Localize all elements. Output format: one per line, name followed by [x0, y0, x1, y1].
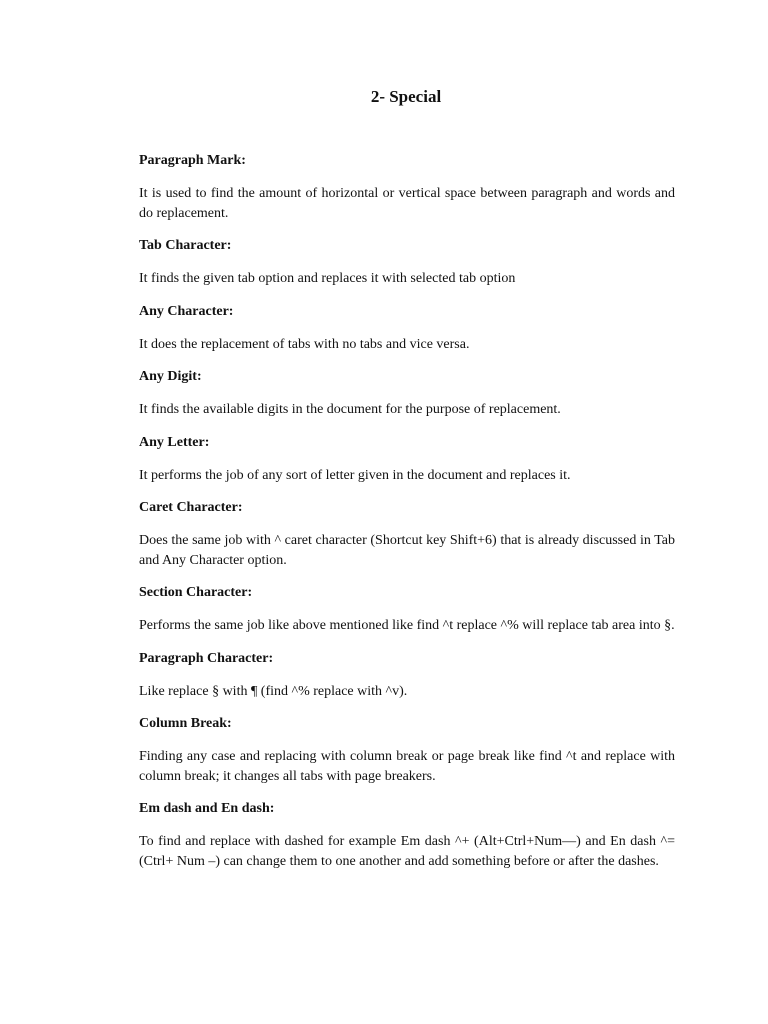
section-body-section-character: Performs the same job like above mentioned like find ^t replace ^% will replace tab area into §.	[139, 618, 675, 633]
section-body-paragraph-mark: It is used to find the amount of horizontal or vertical space between paragraph and words and do replacement.	[139, 186, 675, 221]
page-title: 2- Special	[370, 87, 442, 106]
section-heading-any-digit: Any Digit:	[139, 369, 202, 384]
section-heading-any-letter: Any Letter:	[139, 434, 210, 450]
section-heading-paragraph-character: Paragraph Character:	[139, 650, 274, 666]
section-body-em-en-dash: To find and replace with dashed for example Em dash ^+ (Alt+Ctrl+Num—) and En dash ^= (Ctrl+ Num –) can change them to one another and add something before or after the dashes.	[139, 834, 675, 869]
section-body-caret-character: Does the same job with ^ caret character (Shortcut key Shift+6) that is already discussed in Tab and Any Character option.	[139, 533, 675, 568]
section-heading-caret-character: Caret Character:	[139, 500, 243, 515]
document-body	[139, 151, 675, 884]
section-body-any-character: It does the replacement of tabs with no tabs and vice versa.	[139, 336, 470, 352]
section-body-paragraph-character: Like replace § with ¶ (find ^% replace with ^v).	[139, 683, 408, 699]
section-body-column-break: Finding any case and replacing with column break or page break like find ^t and replace with column break; it changes all tabs with page breakers.	[139, 749, 675, 784]
section-heading-column-break: Column Break:	[139, 716, 232, 731]
section-heading-section-character: Section Character:	[139, 585, 253, 600]
section-body-any-letter: It performs the job of any sort of letter given in the document and replaces it.	[139, 467, 571, 483]
section-heading-any-character: Any Character:	[139, 303, 234, 319]
section-heading-tab-character: Tab Character:	[139, 238, 232, 253]
section-heading-paragraph-mark: Paragraph Mark:	[139, 153, 246, 168]
section-body-tab-character: It finds the given tab option and replaces it with selected tab option	[139, 271, 516, 286]
section-body-any-digit: It finds the available digits in the document for the purpose of replacement.	[139, 402, 561, 417]
section-heading-em-en-dash: Em dash and En dash:	[139, 801, 275, 816]
